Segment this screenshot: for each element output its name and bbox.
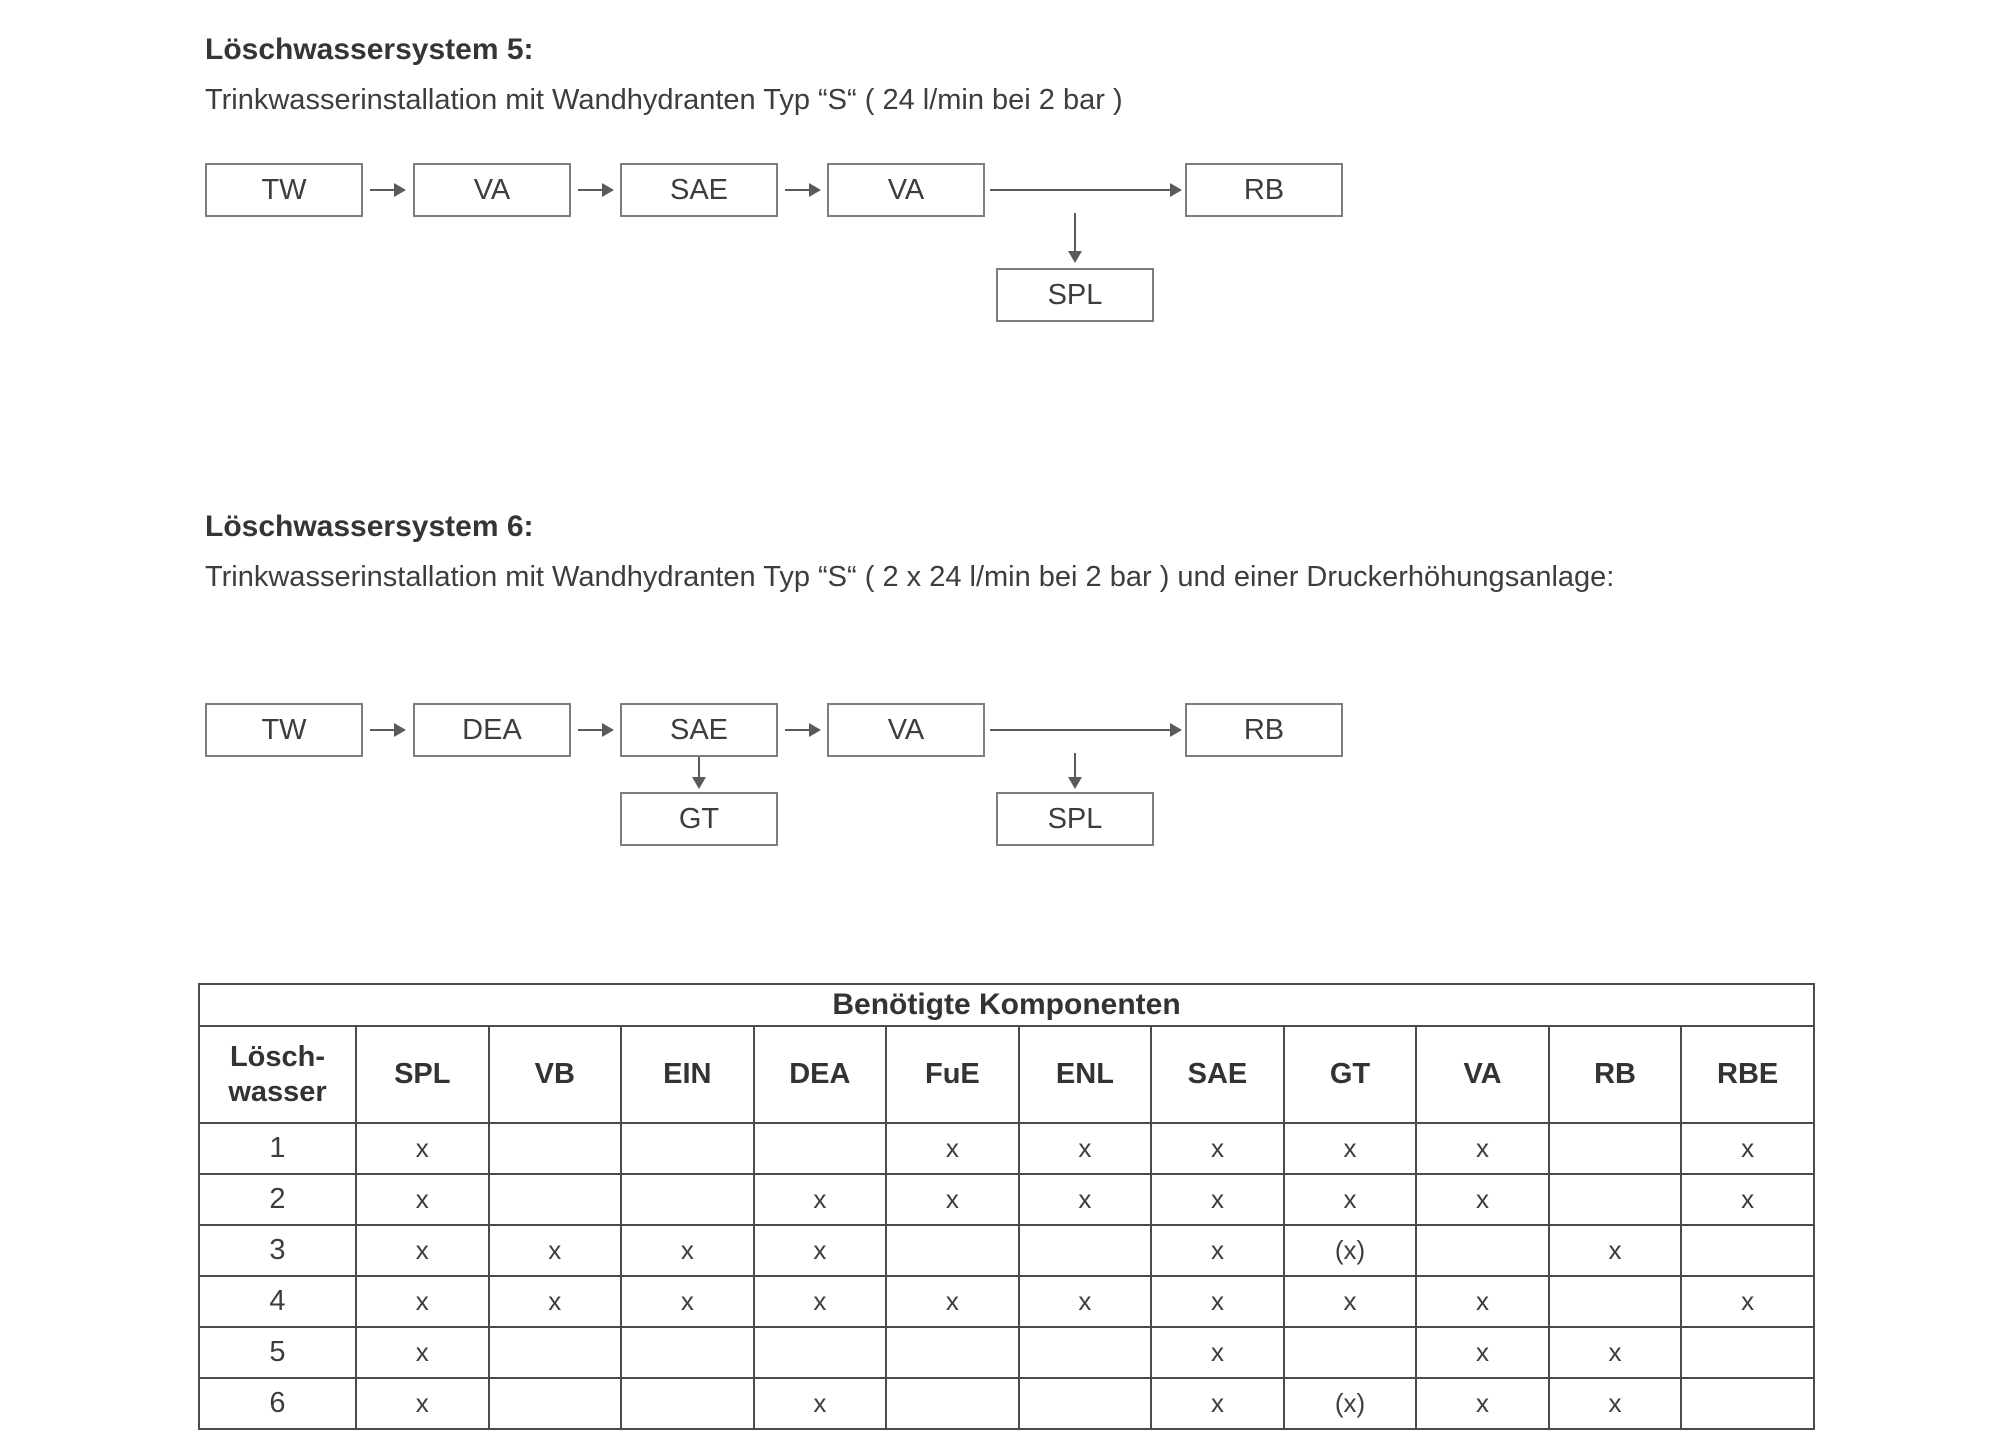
table-row-4	[199, 1276, 1814, 1327]
flow-box-label: SPL	[1047, 802, 1103, 835]
cell: x	[1549, 1225, 1682, 1276]
arrow-right-icon	[578, 729, 612, 731]
column-header-gt: GT	[1284, 1026, 1417, 1123]
table-row-5	[199, 1327, 1814, 1378]
cell: x	[754, 1378, 887, 1429]
cell	[754, 1327, 887, 1378]
row-label: 2	[199, 1174, 356, 1225]
column-header-vb: VB	[489, 1026, 622, 1123]
column-header-enl: ENL	[1019, 1026, 1152, 1123]
cell	[1549, 1123, 1682, 1174]
cell	[754, 1123, 887, 1174]
flow-box-label: TW	[261, 173, 307, 206]
flow-box-va	[827, 703, 985, 757]
cell	[621, 1123, 754, 1174]
arrow-right-icon	[370, 729, 404, 731]
cell	[886, 1378, 1019, 1429]
cell: x	[356, 1276, 489, 1327]
system6-title: Löschwassersystem 6:	[205, 510, 534, 543]
cell: x	[1681, 1276, 1814, 1327]
flow-box-label: RB	[1243, 173, 1285, 206]
cell	[1019, 1225, 1152, 1276]
cell: x	[1416, 1276, 1549, 1327]
column-header-rb: RB	[1549, 1026, 1682, 1123]
cell: x	[1284, 1174, 1417, 1225]
cell: x	[356, 1225, 489, 1276]
flow-box-sae	[620, 703, 778, 757]
flow-box-label: SAE	[669, 713, 729, 746]
cell	[489, 1327, 622, 1378]
row-label: 6	[199, 1378, 356, 1429]
arrow-down-icon	[698, 757, 700, 787]
cell: x	[1284, 1123, 1417, 1174]
cell	[1549, 1276, 1682, 1327]
cell: x	[886, 1276, 1019, 1327]
cell	[1681, 1225, 1814, 1276]
system5-subtitle: Trinkwasserinstallation mit Wandhydranten Typ “S“ ( 24 l/min bei 2 bar )	[205, 84, 1123, 116]
cell	[489, 1123, 622, 1174]
column-header-spl: SPL	[356, 1026, 489, 1123]
flow-box-label: DEA	[462, 713, 522, 746]
components-table	[198, 983, 1815, 1428]
flow-box-tw	[205, 703, 363, 757]
cell	[1284, 1327, 1417, 1378]
flow-box-label: VA	[887, 173, 925, 206]
flow-box-label: SAE	[669, 173, 729, 206]
cell	[1681, 1327, 1814, 1378]
cell	[1416, 1225, 1549, 1276]
column-header-dea: DEA	[754, 1026, 887, 1123]
system6-subtitle: Trinkwasserinstallation mit Wandhydranten Typ “S“ ( 2 x 24 l/min bei 2 bar ) und einer Druckerhöhungsanlage:	[205, 561, 1615, 593]
cell: x	[1019, 1123, 1152, 1174]
cell: x	[1549, 1378, 1682, 1429]
flow-box-gt	[620, 792, 778, 846]
table-row-6	[199, 1378, 1814, 1429]
cell: x	[489, 1276, 622, 1327]
column-header-fue: FuE	[886, 1026, 1019, 1123]
system5-title: Löschwassersystem 5:	[205, 33, 534, 66]
cell: x	[754, 1276, 887, 1327]
row-header-line1: Lösch-	[229, 1040, 326, 1073]
cell: x	[1416, 1327, 1549, 1378]
flow-box-spl	[996, 792, 1154, 846]
cell: x	[356, 1327, 489, 1378]
cell: x	[1151, 1123, 1284, 1174]
cell: x	[356, 1123, 489, 1174]
cell: x	[621, 1276, 754, 1327]
cell: x	[1284, 1276, 1417, 1327]
cell: x	[1151, 1378, 1284, 1429]
cell	[886, 1327, 1019, 1378]
cell: x	[886, 1123, 1019, 1174]
cell: x	[489, 1225, 622, 1276]
cell: x	[754, 1225, 887, 1276]
cell: x	[1416, 1378, 1549, 1429]
row-label: 1	[199, 1123, 356, 1174]
cell	[489, 1378, 622, 1429]
flow-box-dea	[413, 703, 571, 757]
cell: x	[1151, 1276, 1284, 1327]
row-label: 4	[199, 1276, 356, 1327]
cell: x	[1681, 1174, 1814, 1225]
cell: x	[1019, 1174, 1152, 1225]
cell: x	[1019, 1276, 1152, 1327]
cell: x	[1549, 1327, 1682, 1378]
cell	[1019, 1378, 1152, 1429]
cell: x	[886, 1174, 1019, 1225]
cell	[621, 1378, 754, 1429]
flow-box-label: VA	[887, 713, 925, 746]
cell: x	[754, 1174, 887, 1225]
cell	[1681, 1378, 1814, 1429]
flow-box-label: VA	[473, 173, 511, 206]
cell: x	[621, 1225, 754, 1276]
arrow-down-icon	[1074, 753, 1076, 787]
row-header-line2: wasser	[228, 1075, 327, 1108]
cell	[1019, 1327, 1152, 1378]
cell: (x)	[1284, 1225, 1417, 1276]
cell: x	[1151, 1327, 1284, 1378]
cell	[621, 1327, 754, 1378]
column-header-sae: SAE	[1151, 1026, 1284, 1123]
table-row-2	[199, 1174, 1814, 1225]
row-label: 5	[199, 1327, 356, 1378]
flow-box-rb	[1185, 703, 1343, 757]
flow-box-label: RB	[1243, 713, 1285, 746]
cell: x	[356, 1378, 489, 1429]
column-header-va: VA	[1416, 1026, 1549, 1123]
arrow-right-icon	[785, 729, 819, 731]
arrow-right-long-icon	[990, 729, 1180, 731]
cell: x	[1416, 1174, 1549, 1225]
column-header-rbe: RBE	[1681, 1026, 1814, 1123]
row-label: 3	[199, 1225, 356, 1276]
cell	[1549, 1174, 1682, 1225]
table-row-3	[199, 1225, 1814, 1276]
cell: x	[1151, 1225, 1284, 1276]
cell: x	[1151, 1174, 1284, 1225]
cell: x	[1681, 1123, 1814, 1174]
flow-box-label: SPL	[1047, 278, 1103, 311]
cell	[489, 1174, 622, 1225]
table-title: Benötigte Komponenten	[199, 984, 1814, 1026]
cell	[886, 1225, 1019, 1276]
cell: x	[1416, 1123, 1549, 1174]
cell: (x)	[1284, 1378, 1417, 1429]
column-header-loeschwasser	[199, 1026, 356, 1123]
table-row-1	[199, 1123, 1814, 1174]
flow-box-label: TW	[261, 713, 307, 746]
column-header-ein: EIN	[621, 1026, 754, 1123]
cell	[621, 1174, 754, 1225]
flow-box-label: GT	[678, 802, 720, 835]
cell: x	[356, 1174, 489, 1225]
